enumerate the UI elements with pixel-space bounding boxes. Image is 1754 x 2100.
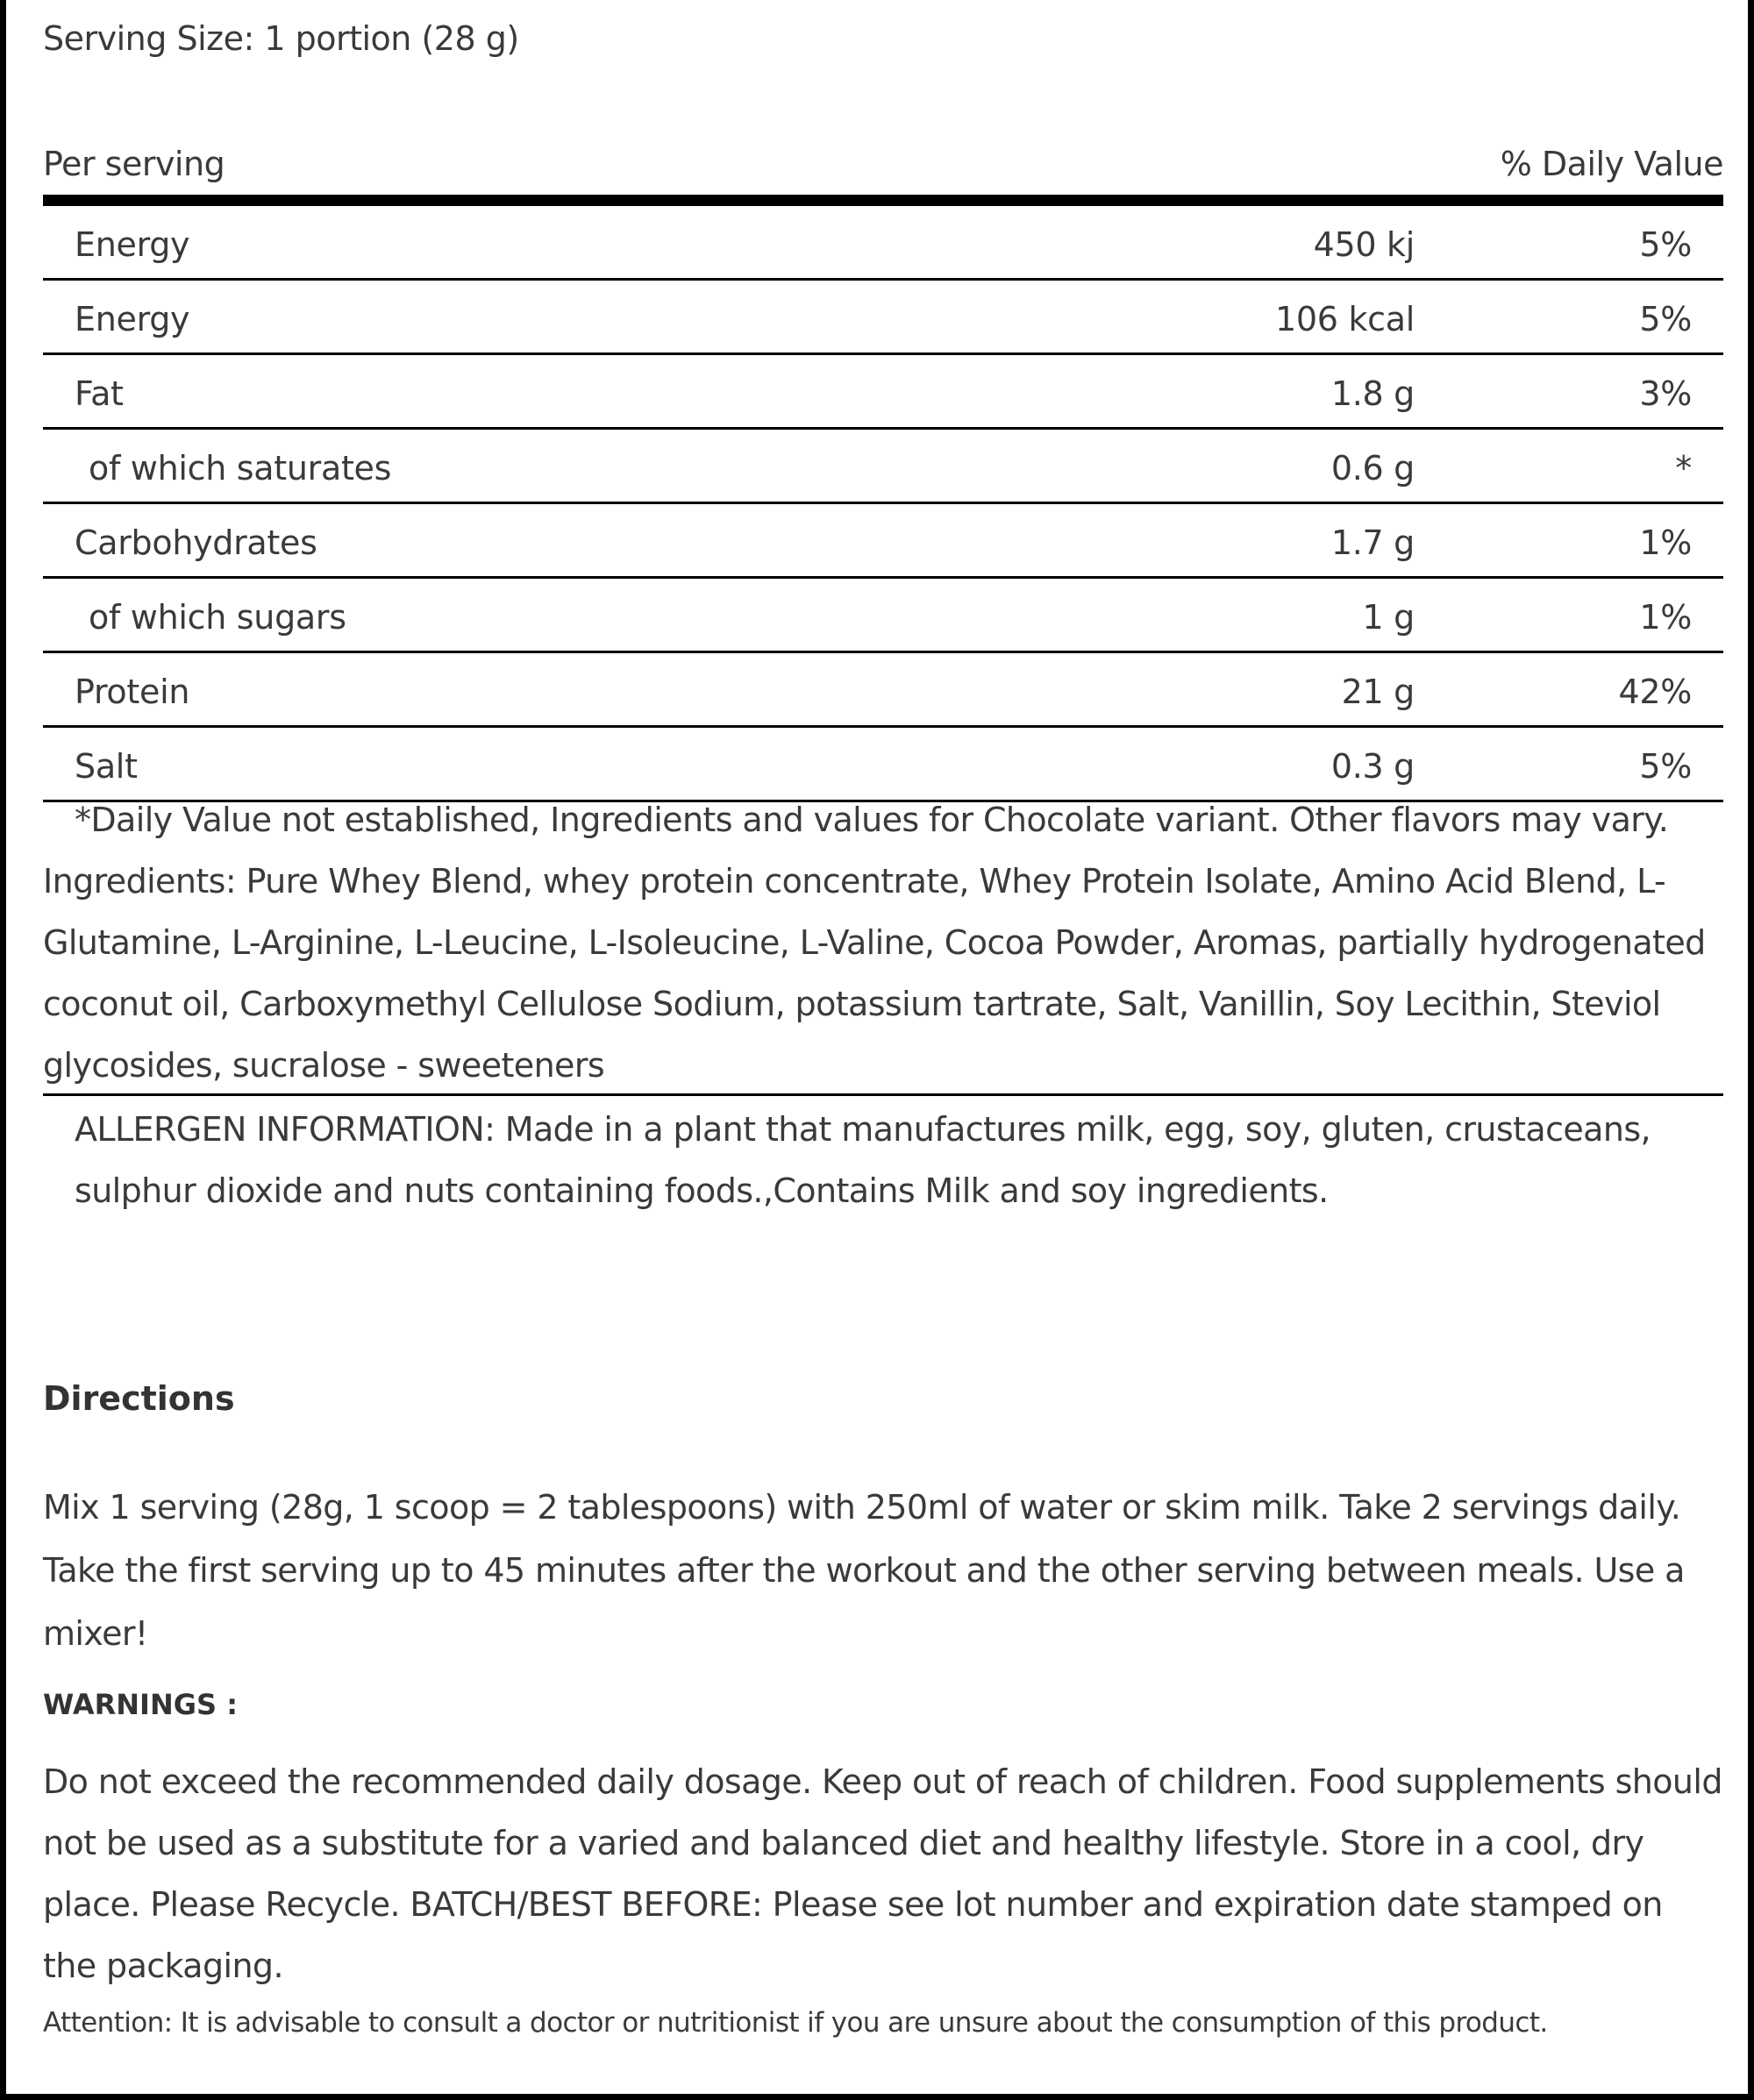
- nutrient-amount: 0.3 g: [1330, 747, 1415, 786]
- directions-heading: Directions: [43, 1379, 235, 1418]
- table-row: [43, 355, 1723, 430]
- nutrient-name: of which saturates: [89, 449, 392, 488]
- nutrient-name: Energy: [75, 225, 190, 264]
- table-row: [43, 653, 1723, 728]
- daily-value-label: % Daily Value: [1500, 145, 1723, 183]
- table-row: [43, 504, 1723, 579]
- nutrient-amount: 0.6 g: [1330, 449, 1415, 488]
- warnings-heading: WARNINGS :: [43, 1688, 238, 1721]
- daily-value-footnote: *Daily Value not established, Ingredients and values for Chocolate variant. Other flavors may vary.: [75, 801, 1669, 839]
- directions-text: Mix 1 serving (28g, 1 scoop = 2 tablespoons) with 250ml of water or skim milk. Take 2 servings daily. Take the first serving up to 45 minutes after the workout and the other serving between meals. Use a mixer!: [43, 1488, 1685, 1653]
- nutrient-name: Energy: [75, 300, 190, 338]
- nutrient-daily-value: 1%: [1639, 598, 1692, 637]
- nutrient-amount: 1.7 g: [1330, 523, 1415, 562]
- nutrient-daily-value: 5%: [1639, 225, 1692, 264]
- nutrient-amount: 21 g: [1341, 673, 1415, 711]
- serving-size: Serving Size: 1 portion (28 g): [43, 19, 519, 58]
- nutrient-daily-value: 5%: [1639, 747, 1692, 786]
- table-row: [43, 281, 1723, 355]
- ingredients-block: [43, 789, 1723, 1096]
- nutrient-daily-value: 5%: [1639, 300, 1692, 338]
- allergen-info: ALLERGEN INFORMATION: Made in a plant that manufactures milk, egg, soy, gluten, crustaceans, sulphur dioxide and nuts containing foods.,Contains Milk and soy ingredients.: [75, 1110, 1651, 1210]
- nutrient-name: of which sugars: [89, 598, 346, 637]
- table-row: [43, 430, 1723, 504]
- nutrient-amount: 1.8 g: [1330, 374, 1415, 413]
- nutrient-amount: 1 g: [1362, 598, 1415, 637]
- nutrition-table: [43, 206, 1723, 802]
- table-row: [43, 579, 1723, 653]
- warnings-text: Do not exceed the recommended daily dosage. Keep out of reach of children. Food supplements should not be used as a substitute for a varied and balanced diet and healthy lifestyle. Store in a cool, dry place. Please Recycle. BATCH/BEST BEFORE: Please see lot number and expiration date stamped on the packaging.: [43, 1762, 1722, 1985]
- nutrient-name: Salt: [75, 747, 138, 786]
- nutrient-daily-value: 42%: [1618, 673, 1692, 711]
- nutrient-daily-value: *: [1675, 449, 1692, 488]
- ingredients-divider: [43, 1093, 1723, 1096]
- nutrient-daily-value: 1%: [1639, 523, 1692, 562]
- ingredients-text: Ingredients: Pure Whey Blend, whey protein concentrate, Whey Protein Isolate, Amino Acid Blend, L-Glutamine, L-Arginine, L-Leucine, L-Isoleucine, L-Valine, Cocoa Powder, Aromas, partially hydrogenated coconut oil, Carboxymethyl Cellulose Sodium, potassium tartrate, Salt, Vanillin, Soy Lecithin, Steviol glycosides, sucralose - sweeteners: [43, 862, 1706, 1085]
- nutrient-amount: 450 kj: [1313, 225, 1415, 264]
- attention-note: Attention: It is advisable to consult a doctor or nutritionist if you are unsure about the consumption of this product.: [43, 2007, 1548, 2039]
- table-header-rule: [43, 195, 1723, 206]
- nutrient-amount: 106 kcal: [1275, 300, 1415, 338]
- nutrient-name: Fat: [75, 374, 124, 413]
- nutrient-daily-value: 3%: [1639, 374, 1692, 413]
- nutrient-name: Carbohydrates: [75, 523, 317, 562]
- table-row: [43, 206, 1723, 281]
- per-serving-label: Per serving: [43, 145, 225, 183]
- nutrient-name: Protein: [75, 673, 190, 711]
